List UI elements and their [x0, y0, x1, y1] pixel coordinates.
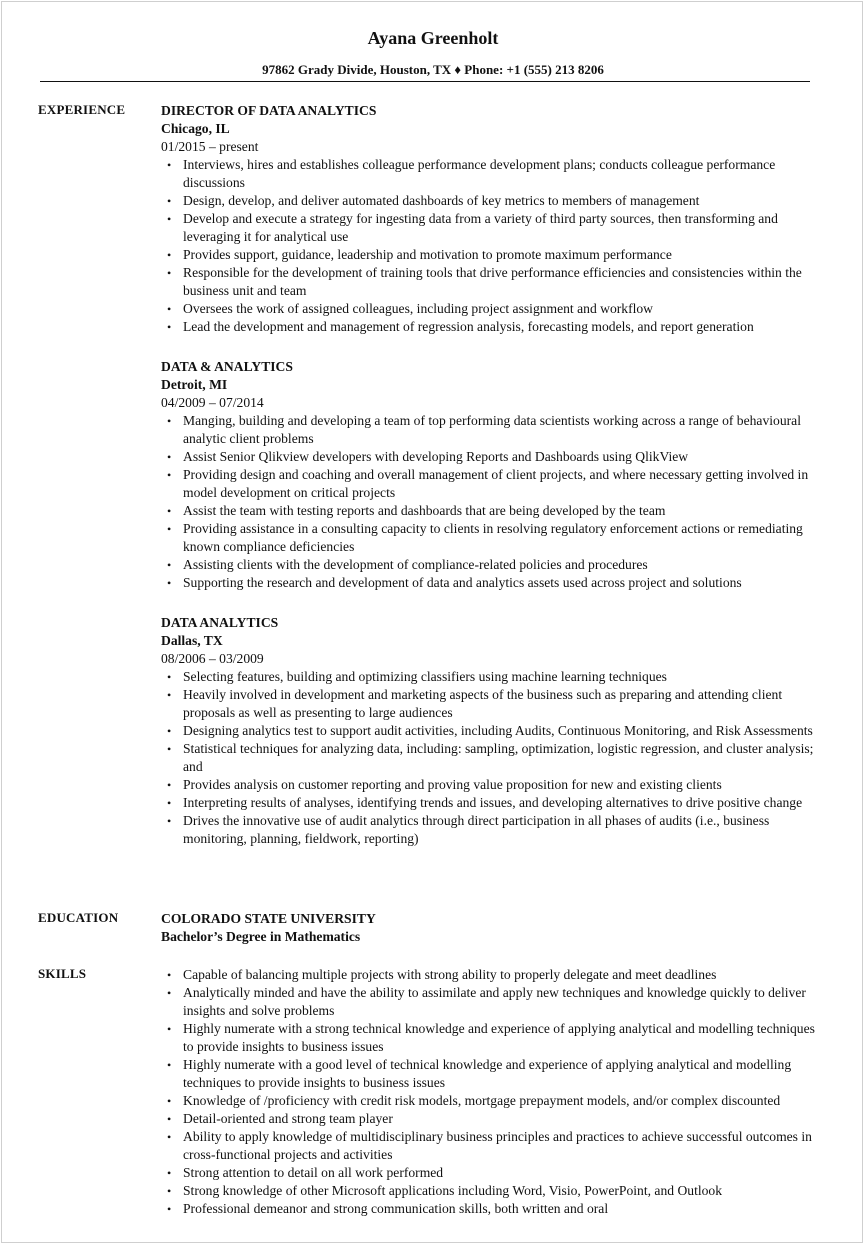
list-item: • Statistical techniques for analyzing data, including: sampling, optimization, logistic regression, and cluster analysis; and: [161, 740, 821, 776]
school-name: COLORADO STATE UNIVERSITY: [161, 911, 376, 926]
list-item: • Design, develop, and deliver automated dashboards of key metrics to members of management: [161, 192, 821, 210]
section-label-skills: SKILLS: [38, 966, 87, 981]
job-dates: 08/2006 – 03/2009: [161, 651, 264, 666]
list-item: • Manging, building and developing a team of top performing data scientists working across a range of behavioural analytic client problems: [161, 412, 821, 448]
list-item: • Strong attention to detail on all work performed: [161, 1164, 821, 1182]
list-item: • Analytically minded and have the ability to assimilate and apply new techniques and knowledge quickly to deliver insights and solve problems: [161, 984, 821, 1020]
list-item: • Highly numerate with a good level of technical knowledge and experience of applying analytical and modelling techniques to provide insights to business issues: [161, 1056, 821, 1092]
job-title: DATA ANALYTICS: [161, 615, 279, 630]
list-item: • Detail-oriented and strong team player: [161, 1110, 821, 1128]
list-item: • Highly numerate with a strong technical knowledge and experience of applying analytical and modelling techniques to provide insights to business issues: [161, 1020, 821, 1056]
list-item: • Capable of balancing multiple projects with strong ability to properly delegate and meet deadlines: [161, 966, 821, 984]
list-item: • Responsible for the development of training tools that drive performance efficiencies and consistencies within the business unit and team: [161, 264, 821, 300]
job-entry: [161, 102, 821, 336]
list-item: • Assisting clients with the development of compliance-related policies and procedures: [161, 556, 821, 574]
list-item: • Interpreting results of analyses, identifying trends and issues, and developing alternatives to drive positive change: [161, 794, 821, 812]
skills-bullets: [161, 966, 821, 1218]
list-item: • Lead the development and management of regression analysis, forecasting models, and report generation: [161, 318, 821, 336]
list-item: • Designing analytics test to support audit activities, including Audits, Continuous Monitoring, and Risk Assessments: [161, 722, 821, 740]
contact-line: 97862 Grady Divide, Houston, TX ♦ Phone: +1 (555) 213 8206: [262, 62, 604, 77]
job-title: DATA & ANALYTICS: [161, 359, 293, 374]
list-item: • Providing assistance in a consulting capacity to clients in resolving regulatory enforcement actions or remediating known compliance deficiencies: [161, 520, 821, 556]
list-item: • Strong knowledge of other Microsoft applications including Word, Visio, PowerPoint, and Outlook: [161, 1182, 821, 1200]
list-item: • Develop and execute a strategy for ingesting data from a variety of third party sources, then transforming and leveraging it for analytical use: [161, 210, 821, 246]
header-divider: [40, 81, 810, 82]
job-location: Dallas, TX: [161, 633, 223, 648]
list-item: • Knowledge of /proficiency with credit risk models, mortgage prepayment models, and/or complex discounted: [161, 1092, 821, 1110]
section-label-education: EDUCATION: [38, 910, 119, 925]
list-item: • Provides analysis on customer reporting and proving value proposition for new and existing clients: [161, 776, 821, 794]
job-dates: 01/2015 – present: [161, 139, 259, 154]
list-item: • Heavily involved in development and marketing aspects of the business such as preparing and attending client proposals as well as presenting to large audiences: [161, 686, 821, 722]
degree: Bachelor’s Degree in Mathematics: [161, 929, 361, 944]
list-item: • Drives the innovative use of audit analytics through direct participation in all phases of audits (i.e., business monitoring, planning, fieldwork, reporting): [161, 812, 821, 848]
list-item: • Supporting the research and development of data and analytics assets used across project and solutions: [161, 574, 821, 592]
job-dates: 04/2009 – 07/2014: [161, 395, 264, 410]
skills-entry: [161, 966, 821, 1218]
education-entry: [161, 910, 821, 946]
job-entry: [161, 614, 821, 848]
section-label-experience: EXPERIENCE: [38, 102, 126, 117]
list-item: • Interviews, hires and establishes colleague performance development plans; conducts colleague performance discussions: [161, 156, 821, 192]
job-bullets: [161, 668, 821, 848]
list-item: • Oversees the work of assigned colleagues, including project assignment and workflow: [161, 300, 821, 318]
candidate-name: Ayana Greenholt: [367, 28, 499, 48]
job-bullets: [161, 156, 821, 336]
list-item: • Professional demeanor and strong communication skills, both written and oral: [161, 1200, 821, 1218]
job-location: Chicago, IL: [161, 121, 230, 136]
list-item: • Provides support, guidance, leadership and motivation to promote maximum performance: [161, 246, 821, 264]
list-item: • Assist Senior Qlikview developers with developing Reports and Dashboards using QlikView: [161, 448, 821, 466]
list-item: • Selecting features, building and optimizing classifiers using machine learning techniques: [161, 668, 821, 686]
job-entry: [161, 358, 821, 592]
job-bullets: [161, 412, 821, 592]
list-item: • Ability to apply knowledge of multidisciplinary business principles and practices to achieve successful outcomes in cross-functional projects and activities: [161, 1128, 821, 1164]
list-item: • Providing design and coaching and overall management of client projects, and where necessary getting involved in model development on critical projects: [161, 466, 821, 502]
list-item: • Assist the team with testing reports and dashboards that are being developed by the team: [161, 502, 821, 520]
job-title: DIRECTOR OF DATA ANALYTICS: [161, 103, 377, 118]
job-location: Detroit, MI: [161, 377, 228, 392]
